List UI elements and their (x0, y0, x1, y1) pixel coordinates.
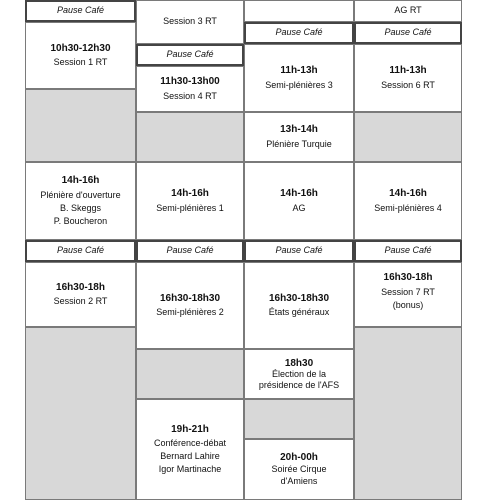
session-cell (25, 262, 136, 327)
session-time: 14h-16h (171, 188, 209, 200)
session-cell (354, 0, 462, 22)
session-label: États généraux (268, 307, 330, 318)
session-time: 14h-16h (280, 188, 318, 200)
session-cell (25, 162, 136, 240)
empty-slot (354, 327, 462, 500)
pause-cafe-cell (354, 240, 462, 262)
session-time: 20h-00h (280, 452, 318, 464)
session-label: Session 6 RT (381, 79, 435, 90)
speaker-name: P. Boucheron (53, 215, 108, 226)
session-time: 16h30-18h30 (268, 292, 330, 304)
pause-cafe-cell (136, 240, 244, 262)
pause-label: Pause Café (166, 49, 214, 60)
session-time: 13h-14h (280, 124, 318, 136)
empty-slot (25, 327, 136, 500)
pause-cafe-cell (244, 240, 354, 262)
pause-label: Pause Café (275, 245, 323, 256)
session-time: 10h30-12h30 (50, 42, 111, 54)
session-cell (244, 262, 354, 349)
session-label: Semi-plénières 3 (265, 79, 333, 90)
speaker-name: Igor Martinache (158, 464, 222, 475)
session-cell (136, 262, 244, 349)
session-label: présidence de l'AFS (258, 379, 340, 390)
pause-label: Pause Café (275, 27, 323, 38)
pause-cafe-cell (136, 44, 244, 66)
empty-slot (25, 89, 136, 162)
empty-slot (244, 399, 354, 439)
pause-cafe-cell (354, 22, 462, 44)
session-cell (136, 162, 244, 240)
session-time: 11h30-13h00 (160, 76, 220, 88)
session-label: Semi-plénières 4 (374, 202, 442, 213)
session-cell (244, 439, 354, 500)
session-note: (bonus) (392, 299, 424, 310)
session-label: Session 2 RT (53, 296, 108, 307)
empty-slot (354, 112, 462, 162)
session-cell (354, 262, 462, 327)
pause-label: Pause Café (384, 27, 432, 38)
session-label: Plénière d'ouverture (40, 189, 121, 200)
session-time: 16h30-18h (383, 272, 433, 283)
session-label: Élection de la (271, 369, 327, 380)
pause-label: Pause Café (56, 245, 105, 256)
session-time: 14h-16h (61, 175, 100, 187)
session-cell (136, 399, 244, 500)
pause-cafe-cell (244, 22, 354, 44)
session-time: 16h30-18h (56, 281, 105, 293)
session-label: Session 1 RT (53, 57, 108, 68)
session-label: Session 7 RT (381, 286, 435, 297)
speaker-name: Bernard Lahire (160, 451, 220, 462)
empty-slot (136, 349, 244, 399)
session-cell (25, 22, 136, 89)
session-time: 16h30-18h30 (159, 292, 221, 304)
pause-cafe-cell (25, 240, 136, 262)
session-cell (244, 349, 354, 399)
session-time: 11h-13h (389, 65, 427, 77)
session-label: Session 3 RT (163, 16, 217, 27)
session-time: 11h-13h (280, 65, 318, 77)
session-label: d'Amiens (280, 476, 318, 486)
session-label: Conférence-débat (153, 438, 227, 449)
session-cell (136, 66, 244, 112)
speaker-name: B. Skeggs (59, 202, 102, 213)
session-label: AG RT (394, 5, 422, 16)
session-label: Semi-plénières 1 (156, 202, 224, 213)
empty-slot (136, 112, 244, 162)
session-time: 14h-16h (389, 188, 427, 200)
session-cell (244, 0, 354, 22)
session-cell (354, 162, 462, 240)
session-label: Semi-plénières 2 (156, 307, 224, 318)
session-label: Soirée Cirque (271, 464, 327, 475)
session-cell (244, 162, 354, 240)
pause-label: Pause Café (166, 245, 214, 256)
pause-label: Pause Café (384, 245, 432, 256)
session-cell (244, 112, 354, 162)
session-label: Plénière Turquie (266, 138, 332, 149)
session-time: 19h-21h (171, 423, 209, 435)
session-cell (354, 44, 462, 112)
session-time: 18h30 (284, 357, 314, 369)
session-label: AG (292, 202, 306, 213)
session-cell (244, 44, 354, 112)
session-label: Session 4 RT (163, 90, 217, 101)
pause-label: Pause Café (56, 5, 105, 16)
pause-cafe-cell (25, 0, 136, 22)
session-cell (136, 0, 244, 44)
